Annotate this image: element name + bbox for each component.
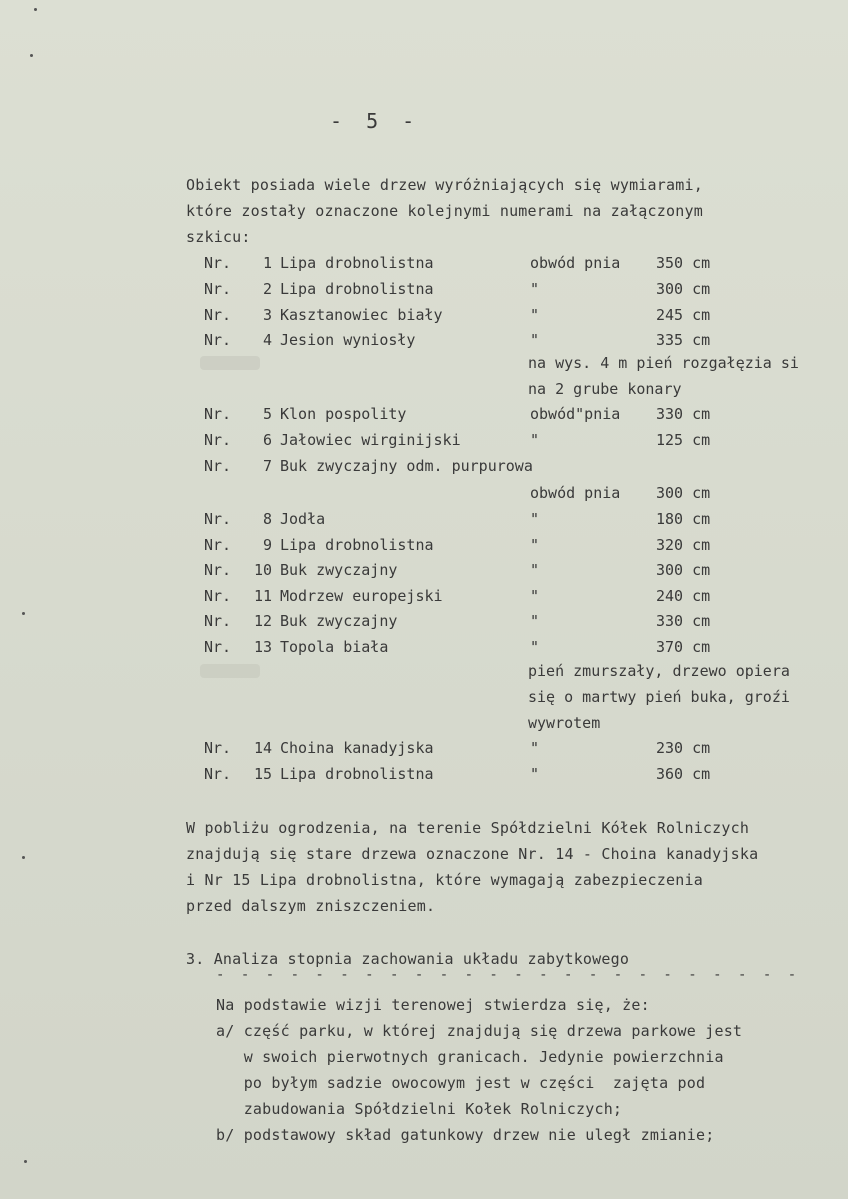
tree-row <box>0 254 848 279</box>
tree-species: Buk zwyczajny odm. purpurowa <box>280 457 533 475</box>
binding-mark <box>30 54 33 57</box>
tree-circumference: 245 cm <box>656 306 711 324</box>
binding-mark <box>24 1160 27 1163</box>
tree-nr-label: Nr. <box>204 431 232 449</box>
tree-species: Kasztanowiec biały <box>280 306 443 324</box>
tree-species: Jodła <box>280 510 326 528</box>
tree-measure: " <box>530 331 540 349</box>
tree-number: 10 <box>253 561 272 579</box>
tree-species: Jesion wyniosły <box>280 331 416 349</box>
tree-row <box>0 587 848 612</box>
tree-nr-label: Nr. <box>204 587 232 605</box>
tree-measure: " <box>530 431 540 449</box>
tree-nr-label: Nr. <box>204 457 232 475</box>
intro-text <box>186 172 703 250</box>
tree-nr-label: Nr. <box>204 405 232 423</box>
tree-row <box>0 510 848 535</box>
tree-row <box>0 739 848 764</box>
tree-nr-label: Nr. <box>204 612 232 630</box>
tree-number: 5 <box>262 405 272 423</box>
section-line: w swoich pierwotnych granicach. Jedynie powierzchnia <box>216 1048 724 1066</box>
binding-mark <box>22 856 25 859</box>
tree-measure: " <box>530 765 540 783</box>
tree-number: 3 <box>262 306 272 324</box>
tree-circumference: 335 cm <box>656 331 711 349</box>
tree-row <box>0 765 848 790</box>
tree-measure: " <box>530 280 540 298</box>
tree-circumference: 360 cm <box>656 765 711 783</box>
tree-species: Lipa drobnolistna <box>280 765 434 783</box>
tree-row <box>0 431 848 456</box>
paragraph-line: W pobliżu ogrodzenia, na terenie Spółdzielni Kółek Rolniczych <box>186 819 750 837</box>
tree-number: 6 <box>262 431 272 449</box>
paragraph-line: przed dalszym zniszczeniem. <box>186 897 436 915</box>
tree-number: 4 <box>262 331 272 349</box>
tree-number: 15 <box>253 765 272 783</box>
section-line: po byłym sadzie owocowym jest w części zajęta pod <box>216 1074 706 1092</box>
tree-species: Jałowiec wirginijski <box>280 431 461 449</box>
paragraph-line: i Nr 15 Lipa drobnolistna, które wymagają zabezpieczenia <box>186 871 703 889</box>
intro-line: Obiekt posiada wiele drzew wyróżniających się wymiarami, <box>186 176 703 194</box>
tree-row <box>0 457 848 482</box>
tree-species: Choina kanadyjska <box>280 739 434 757</box>
tree-species: Modrzew europejski <box>280 587 443 605</box>
tree-species: Lipa drobnolistna <box>280 254 434 272</box>
tree-number: 13 <box>253 638 272 656</box>
tree-row <box>0 405 848 430</box>
section-line: Na podstawie wizji terenowej stwierdza się, że: <box>216 996 650 1014</box>
tree-circumference: 330 cm <box>656 612 711 630</box>
tree-species: Lipa drobnolistna <box>280 280 434 298</box>
tree-measure: " <box>530 306 540 324</box>
tree-nr-label: Nr. <box>204 561 232 579</box>
tree-measure: obwód"pnia <box>530 405 621 423</box>
tree-measure: " <box>530 510 540 528</box>
tree-row <box>0 306 848 331</box>
tree-measure: " <box>530 561 540 579</box>
tree-circumference: 350 cm <box>656 254 711 272</box>
tree-row <box>0 280 848 305</box>
paragraph <box>186 815 758 919</box>
tree-nr-label: Nr. <box>204 638 232 656</box>
section-underline: - - - - - - - - - - - - - - - - - - - - - - - - <box>216 967 801 983</box>
tree-species: Buk zwyczajny <box>280 612 398 630</box>
tree-circumference: 240 cm <box>656 587 711 605</box>
tree-number: 11 <box>253 587 272 605</box>
crossed-out-text <box>200 664 260 678</box>
tree-circumference: 300 cm <box>656 484 711 502</box>
tree-nr-label: Nr. <box>204 765 232 783</box>
section-title: 3. Analiza stopnia zachowania układu zabytkowego <box>186 950 630 968</box>
tree-measure: obwód pnia <box>530 254 621 272</box>
tree-nr-label: Nr. <box>204 510 232 528</box>
tree-number: 7 <box>262 457 272 475</box>
tree-species: Topola biała <box>280 638 389 656</box>
tree-measure: " <box>530 587 540 605</box>
binding-mark <box>34 8 37 11</box>
tree-circumference: 180 cm <box>656 510 711 528</box>
tree-number: 12 <box>253 612 272 630</box>
tree-number: 1 <box>262 254 272 272</box>
note-line: się o martwy pień buka, groźi <box>528 688 790 706</box>
tree-number: 2 <box>262 280 272 298</box>
paragraph-line: znajdują się stare drzewa oznaczone Nr. 14 - Choina kanadyjska <box>186 845 759 863</box>
tree-circumference: 320 cm <box>656 536 711 554</box>
note-line: na wys. 4 m pień rozgałęzia si <box>528 354 799 372</box>
tree-measure: " <box>530 739 540 757</box>
tree-species: Lipa drobnolistna <box>280 536 434 554</box>
tree-circumference: 125 cm <box>656 431 711 449</box>
tree-measure: " <box>530 638 540 656</box>
tree-row <box>0 484 848 509</box>
tree-circumference: 300 cm <box>656 280 711 298</box>
tree-nr-label: Nr. <box>204 306 232 324</box>
section-line: zabudowania Spółdzielni Kołek Rolniczych; <box>216 1100 623 1118</box>
tree-row <box>0 612 848 637</box>
tree-nr-label: Nr. <box>204 536 232 554</box>
tree-measure: " <box>530 612 540 630</box>
tree-species: Buk zwyczajny <box>280 561 398 579</box>
tree-number: 8 <box>262 510 272 528</box>
tree-nr-label: Nr. <box>204 331 232 349</box>
note-line: wywrotem <box>528 714 601 732</box>
tree-circumference: 300 cm <box>656 561 711 579</box>
crossed-out-text <box>200 356 260 370</box>
tree-species: Klon pospolity <box>280 405 407 423</box>
tree-row <box>0 561 848 586</box>
tree-circumference: 370 cm <box>656 638 711 656</box>
intro-line: które zostały oznaczone kolejnymi numerami na załączonym <box>186 202 703 220</box>
tree-nr-label: Nr. <box>204 254 232 272</box>
section-body <box>216 992 742 1148</box>
tree-circumference: 330 cm <box>656 405 711 423</box>
tree-measure: " <box>530 536 540 554</box>
tree-nr-label: Nr. <box>204 280 232 298</box>
note-line: pień zmurszały, drzewo opiera <box>528 662 790 680</box>
note-line: na 2 grube konary <box>528 380 682 398</box>
tree-row <box>0 536 848 561</box>
tree-measure: obwód pnia <box>530 484 621 502</box>
tree-nr-label: Nr. <box>204 739 232 757</box>
tree-number: 9 <box>262 536 272 554</box>
tree-number: 14 <box>253 739 272 757</box>
section-line: a/ część parku, w której znajdują się drzewa parkowe jest <box>216 1022 743 1040</box>
intro-line: szkicu: <box>186 228 251 246</box>
section-line: b/ podstawowy skład gatunkowy drzew nie uległ zmianie; <box>216 1126 715 1144</box>
page-number: - 5 - <box>330 109 421 133</box>
tree-circumference: 230 cm <box>656 739 711 757</box>
